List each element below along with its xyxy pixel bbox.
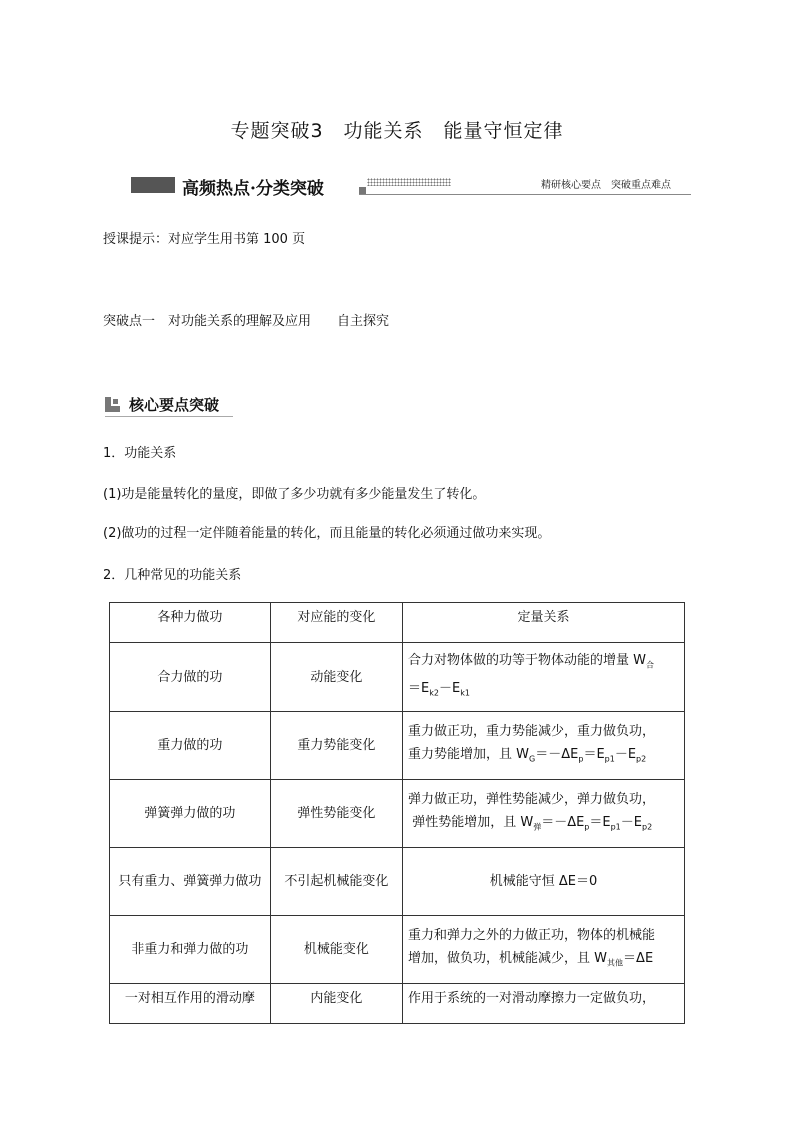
table-cell: 只有重力、弹簧弹力做功: [110, 848, 271, 916]
paragraph-1: (1)功是能量转化的量度，即做了多少功就有多少能量发生了转化。: [103, 487, 486, 502]
point-tag: 自主探究: [337, 314, 390, 329]
section-heading-2: 2．几种常见的功能关系: [103, 568, 242, 583]
rel-sub: p2: [641, 822, 653, 832]
table-cell: 弹簧弹力做的功: [110, 780, 271, 848]
rel-sub: p: [584, 822, 590, 832]
rel-text: 弹性势能增加，且 W: [412, 815, 534, 831]
rel-sub: G: [529, 754, 536, 764]
rel-text: ＝E: [583, 747, 605, 763]
banner-heading: 高频热点·分类突破: [182, 179, 324, 199]
rel-sub: k2: [429, 688, 439, 698]
rel-sub: 弹: [533, 822, 542, 832]
core-points-heading: [105, 394, 233, 417]
table-header: 各种力做功: [110, 603, 271, 643]
rel-sub: p: [578, 754, 584, 764]
table-row: [110, 984, 685, 1024]
banner-square: [359, 187, 366, 194]
table-cell: 弹性势能变化: [270, 780, 402, 848]
table-cell: [403, 780, 685, 848]
table-cell: 一对相互作用的滑动摩: [110, 984, 271, 1024]
rel-sub: k1: [460, 688, 470, 698]
banner-dots: [367, 178, 451, 186]
table-cell: 内能变化: [270, 984, 402, 1024]
table-cell: 机械能守恒 ΔE＝0: [403, 848, 685, 916]
table-cell: 非重力和弹力做的功: [110, 916, 271, 984]
rel-text: 弹力做正功，弹性势能减少，弹力做负功，: [408, 792, 656, 808]
table-cell: 作用于系统的一对滑动摩擦力一定做负功，: [403, 984, 685, 1024]
rel-text: 合力对物体做的功等于物体动能的增量 W: [408, 653, 647, 669]
table-row: [110, 643, 685, 712]
table-row: [110, 848, 685, 916]
table-cell: [403, 916, 685, 984]
paragraph-2: (2)做功的过程一定伴随着能量的转化，而且能量的转化必须通过做功来实现。: [103, 526, 551, 541]
table-header: 对应能的变化: [270, 603, 402, 643]
rel-sub: 其他: [607, 958, 624, 968]
corner-square-icon: [105, 397, 120, 412]
point-label: 突破点一 对功能关系的理解及应用: [103, 314, 312, 329]
rel-text: 重力做正功，重力势能减少，重力做负功，: [408, 724, 656, 740]
rel-text: ＝－ΔE: [541, 815, 585, 831]
rel-text: ＝－ΔE: [535, 747, 579, 763]
rel-text: ＝ΔE: [623, 951, 654, 967]
rel-text: 重力势能增加，且 W: [408, 747, 530, 763]
rel-text: －E: [614, 747, 637, 763]
banner-subtitle: 精研核心要点 突破重点难点: [541, 180, 671, 191]
table-cell: 动能变化: [270, 643, 402, 712]
page-title: 专题突破3 功能关系 能量守恒定律: [230, 120, 564, 142]
section-banner: [131, 174, 691, 199]
table-cell: 合力做的功: [110, 643, 271, 712]
table-cell: 重力势能变化: [270, 712, 402, 780]
rel-sub: p1: [610, 822, 621, 832]
rel-sub: p1: [604, 754, 615, 764]
banner-line: [359, 194, 691, 195]
table-cell: [403, 643, 685, 712]
rel-text: 重力和弹力之外的力做正功，物体的机械能: [408, 928, 656, 944]
rel-sub: 合: [646, 661, 655, 670]
rel-text: 增加，做负功，机械能减少，且 W: [408, 951, 608, 967]
table-cell: 不引起机械能变化: [270, 848, 402, 916]
work-energy-table: [109, 602, 685, 1024]
banner-block: [131, 177, 175, 193]
section-heading-1: 1．功能关系: [103, 446, 177, 461]
table-cell: 重力做的功: [110, 712, 271, 780]
rel-text: ＝E: [589, 815, 611, 831]
rel-text: －E: [439, 681, 461, 696]
table-row: [110, 916, 685, 984]
table-cell: 机械能变化: [270, 916, 402, 984]
table-row: [110, 780, 685, 848]
table-cell: [403, 712, 685, 780]
rel-text: －E: [620, 815, 642, 831]
teaching-hint: 授课提示：对应学生用书第 100 页: [103, 232, 306, 247]
breakthrough-point-heading: [103, 310, 389, 329]
table-header-row: [110, 603, 685, 643]
core-label: 核心要点突破: [129, 396, 220, 414]
table-row: [110, 712, 685, 780]
table-header: 定量关系: [403, 603, 685, 643]
rel-sub: p2: [636, 754, 647, 764]
rel-text: ＝E: [408, 681, 430, 696]
